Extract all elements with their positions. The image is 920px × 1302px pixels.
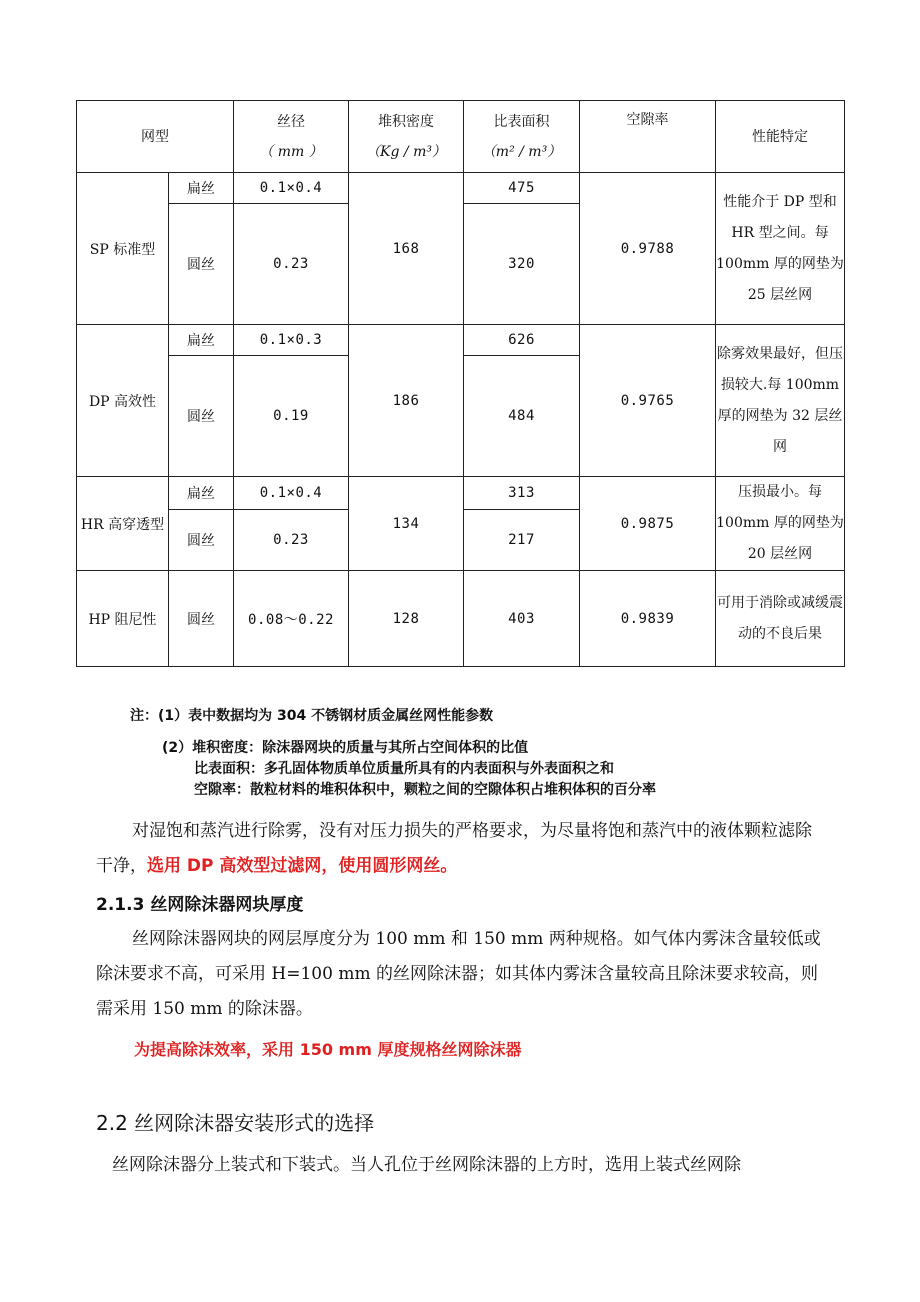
cell-surface: 313 bbox=[464, 477, 580, 510]
cell-performance: 可用于消除或减缓震动的不良后果 bbox=[716, 571, 845, 667]
cell-wire-form: 扁丝 bbox=[169, 325, 234, 356]
cell-type: HR 高穿透型 bbox=[77, 477, 169, 571]
cell-wire-form: 圆丝 bbox=[169, 571, 234, 667]
cell-wire-dia: 0.08～0.22 bbox=[234, 571, 349, 667]
paragraph-installation: 丝网除沫器分上装式和下装式。当人孔位于丝网除沫器的上方时，选用上装式丝网除 bbox=[112, 1155, 741, 1175]
cell-voidage: 0.9839 bbox=[580, 571, 716, 667]
header-density: 堆积密度 （Kg / m³） bbox=[349, 101, 464, 173]
cell-type: DP 高效性 bbox=[77, 325, 169, 477]
cell-wire-dia: 0.19 bbox=[234, 356, 349, 477]
note-1: 注：(1）表中数据均为 304 不锈钢材质金属丝网性能参数 bbox=[130, 708, 494, 724]
highlight-choice: 选用 DP 高效型过滤网，使用圆形网丝。 bbox=[147, 856, 458, 876]
mesh-spec-table bbox=[76, 100, 845, 667]
cell-wire-form: 圆丝 bbox=[169, 204, 234, 325]
table-row bbox=[77, 173, 845, 204]
cell-density: 168 bbox=[349, 173, 464, 325]
cell-performance: 压损最小。每 100mm 厚的网垫为 20 层丝网 bbox=[716, 477, 845, 571]
paragraph-thickness: 丝网除沫器网块的网层厚度分为 100 mm 和 150 mm 两种规格。如气体内雾沫含量较低或除沫要求不高，可采用 H=100 mm 的丝网除沫器；如其体内雾沫含量较高且除沫要求较高，则需采用 150 mm 的除沫器。 bbox=[96, 929, 821, 1019]
cell-surface: 217 bbox=[464, 509, 580, 570]
table-row bbox=[77, 477, 845, 510]
cell-performance: 性能介于 DP 型和 HR 型之间。每 100mm 厚的网垫为 25 层丝网 bbox=[716, 173, 845, 325]
cell-voidage: 0.9875 bbox=[580, 477, 716, 571]
cell-type: HP 阻尼性 bbox=[77, 571, 169, 667]
section-heading-2-2: 2.2 丝网除沫器安装形式的选择 bbox=[96, 1111, 375, 1135]
cell-surface: 320 bbox=[464, 204, 580, 325]
table-header-row bbox=[77, 101, 845, 173]
highlight-thickness: 为提高除沫效率，采用 150 mm 厚度规格丝网除沫器 bbox=[134, 1040, 522, 1059]
header-specific-surface: 比表面积 （m² / m³） bbox=[464, 101, 580, 173]
cell-surface: 403 bbox=[464, 571, 580, 667]
note-4: 空隙率：散粒材料的堆积体积中，颗粒之间的空隙体积占堆积体积的百分率 bbox=[194, 782, 656, 798]
section-heading-2-1-3: 2.1.3 丝网除沫器网块厚度 bbox=[96, 895, 304, 915]
cell-voidage: 0.9765 bbox=[580, 325, 716, 477]
cell-wire-form: 圆丝 bbox=[169, 356, 234, 477]
cell-surface: 475 bbox=[464, 173, 580, 204]
cell-wire-form: 扁丝 bbox=[169, 173, 234, 204]
cell-wire-dia: 0.1×0.4 bbox=[234, 477, 349, 510]
cell-density: 134 bbox=[349, 477, 464, 571]
header-performance: 性能特定 bbox=[716, 101, 845, 173]
header-voidage: 空隙率 bbox=[580, 101, 716, 173]
cell-wire-dia: 0.23 bbox=[234, 204, 349, 325]
header-wire-diameter: 丝径 （ mm ） bbox=[234, 101, 349, 173]
note-3: 比表面积：多孔固体物质单位质量所具有的内表面积与外表面积之和 bbox=[194, 761, 614, 777]
note-2: (2）堆积密度：除沫器网块的质量与其所占空间体积的比值 bbox=[162, 740, 529, 756]
cell-wire-dia: 0.1×0.3 bbox=[234, 325, 349, 356]
cell-density: 186 bbox=[349, 325, 464, 477]
paragraph-steam-demist: 对湿饱和蒸汽进行除雾，没有对压力损失的严格要求，为尽量将饱和蒸汽中的液体颗粒滤除干净，选用 DP 高效型过滤网，使用圆形网丝。 bbox=[96, 821, 812, 876]
cell-surface: 484 bbox=[464, 356, 580, 477]
cell-performance: 除雾效果最好，但压损较大.每 100mm 厚的网垫为 32 层丝网 bbox=[716, 325, 845, 477]
table-row bbox=[77, 571, 845, 667]
table-row bbox=[77, 325, 845, 356]
cell-wire-form: 扁丝 bbox=[169, 477, 234, 510]
header-type: 网型 bbox=[77, 101, 234, 173]
cell-wire-form: 圆丝 bbox=[169, 509, 234, 570]
cell-voidage: 0.9788 bbox=[580, 173, 716, 325]
cell-wire-dia: 0.1×0.4 bbox=[234, 173, 349, 204]
cell-density: 128 bbox=[349, 571, 464, 667]
cell-surface: 626 bbox=[464, 325, 580, 356]
cell-wire-dia: 0.23 bbox=[234, 509, 349, 570]
cell-type: SP 标准型 bbox=[77, 173, 169, 325]
